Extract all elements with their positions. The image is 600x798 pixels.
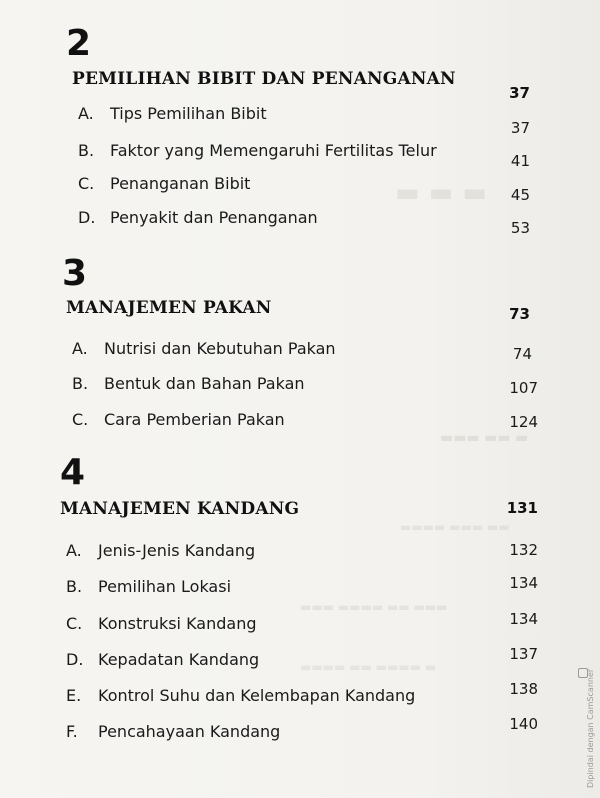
chapter-page: 131 <box>506 499 538 517</box>
scanner-watermark <box>574 668 595 788</box>
item-text: Penyakit dan Penanganan <box>110 208 318 227</box>
item-text: Faktor yang Memengaruhi Fertilitas Telur <box>110 141 437 160</box>
item-text: Bentuk dan Bahan Pakan <box>104 374 305 393</box>
chapter-page: 37 <box>509 84 530 102</box>
item-page: 140 <box>509 715 538 733</box>
item-text: Cara Pemberian Pakan <box>104 410 285 429</box>
item-page: 107 <box>509 379 538 397</box>
toc-item <box>66 614 257 633</box>
item-letter: A. <box>72 339 88 358</box>
item-page: 132 <box>509 541 538 559</box>
item-letter: E. <box>66 686 82 705</box>
chapter-title: PEMILIHAN BIBIT DAN PENANGANAN <box>72 69 456 89</box>
watermark-text: Dipindai dengan CamScanner <box>586 668 595 788</box>
item-text: Kepadatan Kandang <box>98 650 260 669</box>
toc-item <box>66 686 415 705</box>
bleed-through: ▬▬▬ ▬▬ ▬ <box>440 430 529 446</box>
item-text: Nutrisi dan Kebutuhan Pakan <box>104 339 336 358</box>
toc-item <box>66 650 259 669</box>
item-page: 134 <box>509 610 538 628</box>
toc-item <box>72 339 336 358</box>
chapter-number: 4 <box>60 452 86 493</box>
item-letter: D. <box>66 650 84 669</box>
bleed-through: ▬ ▬ ▬ <box>395 178 487 208</box>
item-page: 138 <box>509 680 538 698</box>
bleed-through: ▬▬▬▬ ▬▬ ▬▬▬▬ ▬ <box>300 660 437 674</box>
item-letter: C. <box>78 174 95 193</box>
chapter-number: 2 <box>66 23 92 64</box>
item-text: Tips Pemilihan Bibit <box>110 104 267 123</box>
toc-item <box>66 541 255 560</box>
item-page: 134 <box>509 574 538 592</box>
chapter-number: 3 <box>62 253 88 294</box>
item-letter: A. <box>78 104 94 123</box>
item-letter: B. <box>66 577 83 596</box>
toc-item <box>78 141 437 160</box>
item-page: 41 <box>510 152 530 170</box>
item-letter: B. <box>72 374 89 393</box>
chapter-title: MANAJEMEN KANDANG <box>60 499 300 519</box>
item-page: 124 <box>509 413 538 431</box>
bleed-through: ▬▬▬▬ ▬▬▬ ▬▬ <box>400 520 510 534</box>
toc-item <box>78 104 267 123</box>
item-letter: D. <box>78 208 96 227</box>
item-text: Pencahayaan Kandang <box>98 722 281 741</box>
item-letter: F. <box>66 722 78 741</box>
toc-item <box>78 208 318 227</box>
item-letter: C. <box>72 410 89 429</box>
item-page: 74 <box>512 345 532 363</box>
item-letter: A. <box>66 541 82 560</box>
chapter-title: MANAJEMEN PAKAN <box>66 298 272 318</box>
item-text: Pemilihan Lokasi <box>98 577 232 596</box>
item-letter: C. <box>66 614 83 633</box>
item-text: Penanganan Bibit <box>110 174 251 193</box>
item-page: 137 <box>509 645 538 663</box>
toc-item <box>78 174 250 193</box>
item-text: Konstruksi Kandang <box>98 614 257 633</box>
toc-item <box>66 577 231 596</box>
toc-item <box>66 722 280 741</box>
item-page: 53 <box>510 219 530 237</box>
toc-item <box>72 374 305 393</box>
chapter-page: 73 <box>509 305 530 323</box>
toc-item <box>72 410 285 429</box>
item-letter: B. <box>78 141 95 160</box>
item-text: Jenis-Jenis Kandang <box>98 541 256 560</box>
item-page: 45 <box>510 186 530 204</box>
item-text: Kontrol Suhu dan Kelembapan Kandang <box>98 686 416 705</box>
item-page: 37 <box>510 119 530 137</box>
bleed-through: ▬▬▬ ▬▬▬▬ ▬▬ ▬▬▬ <box>300 600 448 614</box>
